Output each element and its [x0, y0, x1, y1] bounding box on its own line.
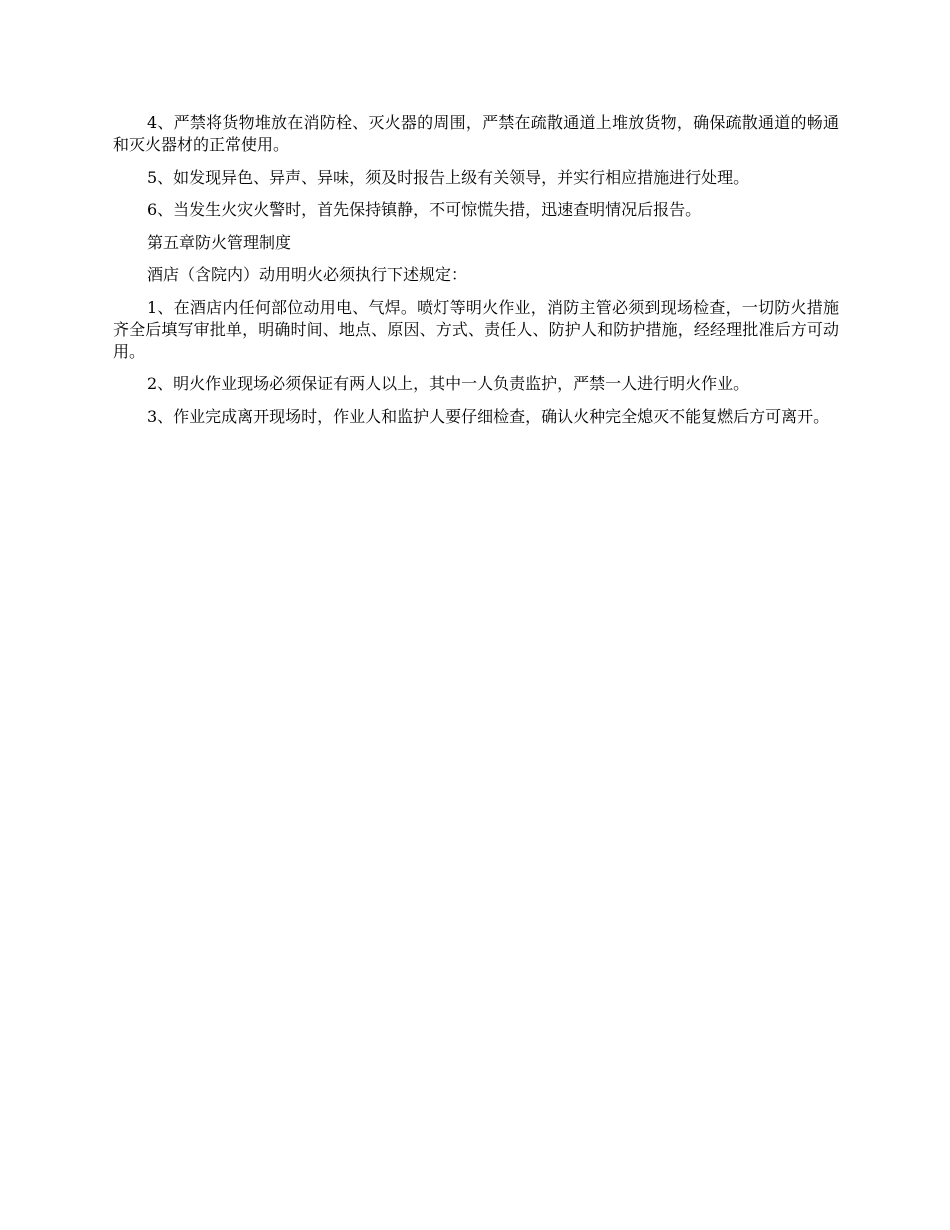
paragraph-rule-2: 2、明火作业现场必须保证有两人以上，其中一人负责监护，严禁一人进行明火作业。 [147, 374, 750, 393]
paragraph-item-4-storage: 4、严禁将货物堆放在消防栓、灭火器的周围，严禁在疏散通道上堆放货物，确保疏散通道的畅通和灭火器材的正常使用。 [113, 113, 839, 154]
chapter-heading: 第五章防火管理制度 [147, 232, 292, 252]
paragraph-item-5-anomaly: 5、如发现异色、异声、异味，须及时报告上级有关领导，并实行相应措施进行处理。 [147, 167, 750, 187]
paragraph-rule-1: 1、在酒店内任何部位动用电、气焊。喷灯等明火作业，消防主管必须到现场检查，一切防火措施齐全后填写审批单，明确时间、地点、原因、方式、责任人、防护人和防护措施，经经理批准后方可动用。 [113, 297, 839, 361]
document-page [113, 112, 839, 438]
paragraph-rule-3: 3、作业完成离开现场时，作业人和监护人要仔细检查，确认火种完全熄灭不能复燃后方可离开。 [147, 406, 830, 426]
section-intro: 酒店（含院内）动用明火必须执行下述规定： [147, 265, 468, 284]
paragraph-item-6-fire-alarm: 6、当发生火灾火警时，首先保持镇静，不可惊慌失措，迅速查明情况后报告。 [147, 200, 702, 219]
